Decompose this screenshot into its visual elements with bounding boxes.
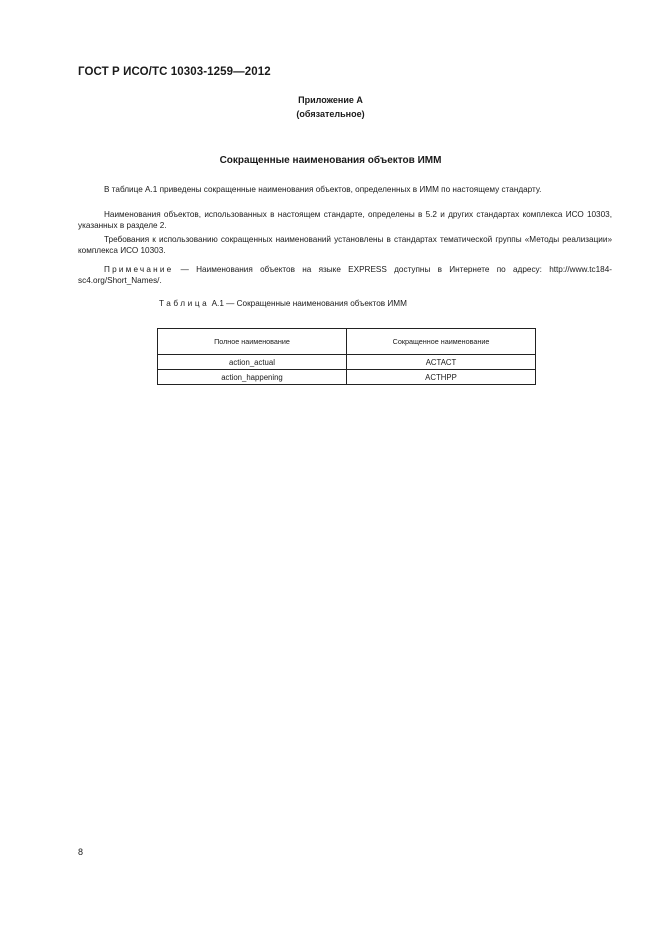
cell-full-name: action_actual <box>158 355 347 370</box>
table-caption-text: А.1 — Сокращенные наименования объектов ИММ <box>209 299 407 308</box>
note-text: — Наименования объектов на языке EXPRESS доступны в Интернете по адресу: http://www.tc184-sc4.org/Short_Names/. <box>78 265 612 286</box>
table-row <box>158 370 536 385</box>
note <box>78 264 612 286</box>
table-caption <box>159 299 407 308</box>
header-short-name: Сокращенное наименование <box>347 329 536 355</box>
document-header: ГОСТ Р ИСО/ТС 10303-1259—2012 <box>78 66 271 78</box>
note-label: Примечание <box>104 265 174 274</box>
table-caption-label: Таблица <box>159 299 210 308</box>
header-full-name: Полное наименование <box>158 329 347 355</box>
table-header-row <box>158 329 536 355</box>
cell-short-name: ACTACT <box>347 355 536 370</box>
page-number: 8 <box>78 847 84 857</box>
cell-full-name: action_happening <box>158 370 347 385</box>
paragraph-3: Требования к использованию сокращенных наименований установлены в стандартах тематической группы «Методы реализации» комплекса ИСО 10303. <box>78 235 612 256</box>
short-names-table <box>157 328 536 385</box>
table-row <box>158 355 536 370</box>
paragraph-2: Наименования объектов, использованных в настоящем стандарте, определены в 5.2 и других стандартах комплекса ИСО 10303, указанных в разделе 2. <box>78 210 612 231</box>
section-title: Сокращенные наименования объектов ИММ <box>219 155 442 166</box>
annex-label: Приложение А <box>298 95 363 105</box>
annex-status: (обязательное) <box>296 109 365 119</box>
paragraph-1: В таблице А.1 приведены сокращенные наименования объектов, определенных в ИММ по настоящему стандарту. <box>104 185 542 194</box>
cell-short-name: ACTHPP <box>347 370 536 385</box>
